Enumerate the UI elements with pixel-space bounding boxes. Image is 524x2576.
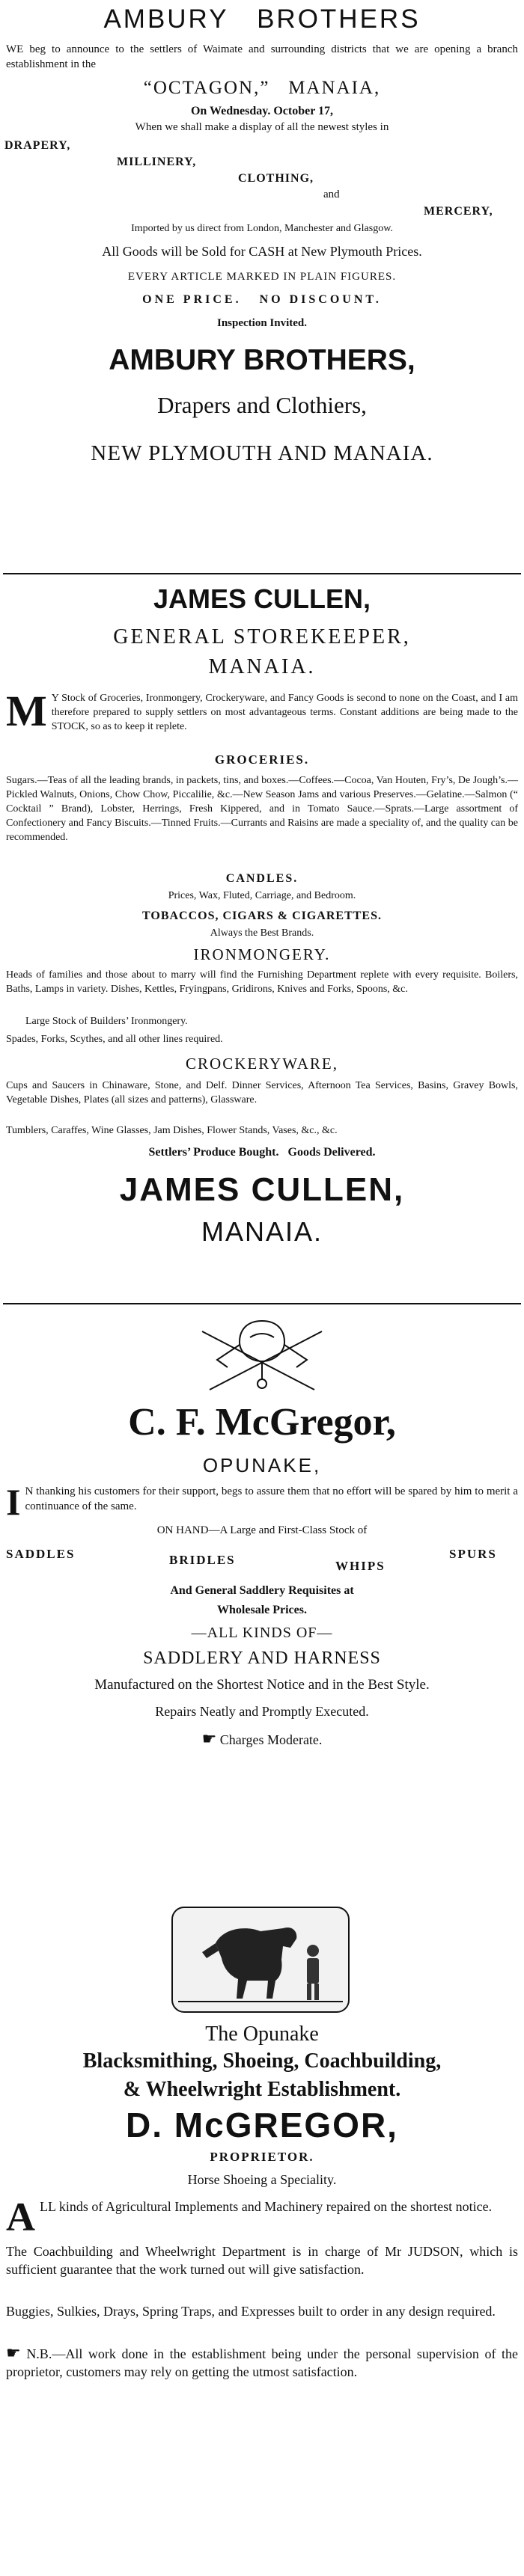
cullen-ironmongery-head: IRONMONGERY. xyxy=(193,945,331,963)
d-heading-2: Blacksmithing, Shoeing, Coachbuilding, xyxy=(82,2049,442,2073)
cullen-ironmongery: Heads of families and those about to marry will find the Furnishing Department replete with every requisite. Boilers, Baths, Lamps in variety. Dishes, Kettles, Fryingpans, Gridirons, Knives and Forks, Spoons, &c. xyxy=(6,969,518,995)
cf-item-whips: WHIPS xyxy=(335,1559,386,1573)
cullen-crockery: Cups and Saucers in Chinaware, Stone, and Delf. Dinner Services, Afternoon Tea Services, Basins, Gravey Bowls, Vegetable Dishes, Plates (all sizes and patterns), Glassware. xyxy=(6,1080,518,1105)
cf-item-spurs: SPURS xyxy=(449,1547,497,1561)
cullen-place: MANAIA. xyxy=(208,655,316,678)
ambury-intro: WE beg to announce to the settlers of Waimate and surrounding districts that we are opening a branch establishment in the xyxy=(6,43,518,70)
ambury-style-drapery: DRAPERY, xyxy=(4,139,71,152)
cullen-ironmongery-3: Spades, Forks, Scythes, and all other lines required. xyxy=(6,1034,223,1045)
d-nb-line xyxy=(6,2344,518,2381)
ambury-footer-name: AMBURY BROTHERS, xyxy=(109,344,415,376)
cf-manufactured: Manufactured on the Shortest Notice and in the Best Style. xyxy=(94,1677,430,1693)
d-mcgregor-ad xyxy=(0,1906,524,2576)
cullen-crockery-2: Tumblers, Caraffes, Wine Glasses, Jam Dishes, Flower Stands, Vases, &c., &c. xyxy=(6,1125,338,1136)
d-intro-block xyxy=(6,2195,518,2239)
d-intro-dropcap: A xyxy=(6,2195,35,2239)
cf-charges: Charges Moderate. xyxy=(219,1732,323,1747)
cf-mcgregor-intro: N thanking his customers for their support, begs to assure them that no effort will be spared by him to merit a continuance of the same. xyxy=(25,1485,518,1512)
cullen-intro: Y Stock of Groceries, Ironmongery, Crockeryware, and Fancy Goods is second to none on the Coast, and I am therefore prepared to supply settlers on most advantageous terms. Constant additions are being made to the STOCK, so as to keep it replete. xyxy=(51,693,518,732)
cullen-tobaccos: Always the Best Brands. xyxy=(210,927,314,939)
ambury-inspection: Inspection Invited. xyxy=(216,317,308,329)
ambury-style-mercery: MERCERY, xyxy=(424,205,493,218)
ambury-footer-sub: Drapers and Clothiers, xyxy=(157,392,367,418)
d-mcgregor-name: D. McGREGOR, xyxy=(126,2106,398,2144)
cullen-candles-head: CANDLES. xyxy=(225,872,299,885)
ambury-brothers-ad xyxy=(0,0,524,552)
cf-mcgregor-place: OPUNAKE, xyxy=(202,1454,322,1476)
divider-rule xyxy=(3,1303,521,1304)
cullen-groceries: Sugars.—Teas of all the leading brands, in packets, tins, and boxes.—Coffees.—Cocoa, Van Houten, Fry’s, De Jough’s.—Pickled Walnuts, Onions, Chow Chow, Piccalilie, &c.—New Season Jams and various Preserves.—Gelatine.—Salmon (“ Cocktail ” Brand), Lobster, Herrings, Fresh Kippered, and in Tomato Sauce.—Sprats.—Large assortment of Confectionery and Fancy Biscuits.—Tinned Fruits.—Currants and Raisins are made a speciality of, and the quality can be recommended. xyxy=(6,775,519,843)
ambury-plain-figures: EVERY ARTICLE MARKED IN PLAIN FIGURES. xyxy=(127,271,397,283)
pointing-hand-icon: ☛ xyxy=(201,1729,217,1748)
cf-mcgregor-ad xyxy=(0,1307,524,1951)
cullen-crockery-head: CROCKERYWARE, xyxy=(186,1055,338,1073)
cullen-groceries-head: GROCERIES. xyxy=(214,752,310,767)
d-intro: LL kinds of Agricultural Implements and Machinery repaired on the shortest notice. xyxy=(40,2199,493,2214)
saddlery-emblem-illustration xyxy=(195,1315,329,1397)
cullen-intro-dropcap: M xyxy=(6,687,47,735)
d-heading-3: & Wheelwright Establishment. xyxy=(123,2078,401,2101)
cf-wholesale: Wholesale Prices. xyxy=(217,1604,307,1616)
cullen-intro-block xyxy=(6,687,518,735)
cf-saddlery-harness: SADDLERY AND HARNESS xyxy=(143,1649,381,1668)
cullen-footer-name: JAMES CULLEN, xyxy=(119,1171,405,1208)
cf-all-kinds: —ALL KINDS OF— xyxy=(191,1625,333,1641)
cullen-footer-place: MANAIA. xyxy=(201,1216,323,1247)
ambury-style-clothing: CLOTHING, xyxy=(238,172,314,185)
cf-charges-line xyxy=(0,1729,524,1749)
cf-mcgregor-intro-block xyxy=(6,1481,518,1523)
d-coach: The Coachbuilding and Wheelwright Department is in charge of Mr JUDSON, which is sufficient guarantee that the work turned out will give satisfaction. xyxy=(6,2244,518,2277)
d-heading-1: The Opunake xyxy=(205,2023,319,2046)
ambury-display-line: When we shall make a display of all the newest styles in xyxy=(135,121,389,133)
d-speciality: Horse Shoeing a Speciality. xyxy=(187,2172,337,2187)
horseshoeing-illustration xyxy=(171,1906,350,2014)
ambury-octagon-manaia: “OCTAGON,” MANAIA, xyxy=(143,78,381,98)
cf-mcgregor-name: C. F. McGregor, xyxy=(128,1401,396,1444)
d-buggies: Buggies, Sulkies, Drays, Spring Traps, and Expresses built to order in any design required. xyxy=(6,2304,496,2319)
ambury-cash-prices: All Goods will be Sold for CASH at New Plymouth Prices. xyxy=(102,244,422,259)
cullen-title: JAMES CULLEN, xyxy=(153,583,371,614)
cf-mcgregor-on-hand: ON HAND—A Large and First-Class Stock of xyxy=(156,1524,368,1536)
cf-item-bridles: BRIDLES xyxy=(169,1553,236,1567)
cullen-produce: Settlers’ Produce Bought. Goods Delivered. xyxy=(148,1146,376,1159)
cullen-subtitle: GENERAL STOREKEEPER, xyxy=(113,625,411,648)
ambury-style-and: and xyxy=(323,188,340,200)
divider-rule xyxy=(3,573,521,574)
ambury-title: AMBURY BROTHERS xyxy=(103,4,421,34)
cf-mcgregor-intro-dropcap: I xyxy=(6,1481,21,1523)
ambury-style-millinery: MILLINERY, xyxy=(117,156,197,168)
ambury-footer-places: NEW PLYMOUTH AND MANAIA. xyxy=(91,441,433,465)
cullen-ironmongery-2: Large Stock of Builders’ Ironmongery. xyxy=(25,1016,188,1027)
cf-repairs: Repairs Neatly and Promptly Executed. xyxy=(155,1704,369,1719)
cf-item-saddles: SADDLES xyxy=(6,1547,76,1561)
pointing-hand-icon: ☛ xyxy=(6,2343,21,2362)
cullen-candles: Prices, Wax, Fluted, Carriage, and Bedroom. xyxy=(168,890,356,901)
james-cullen-ad xyxy=(0,579,524,1346)
emblem-saddle-icon xyxy=(202,1321,322,1390)
ambury-opening-date: On Wednesday. October 17, xyxy=(190,105,334,117)
d-nb: N.B.—All work done in the establishment being under the personal supervision of the proprietor, customers may rely on getting the utmost satisfaction. xyxy=(6,2346,519,2379)
ambury-one-price: ONE PRICE. NO DISCOUNT. xyxy=(142,293,382,306)
cf-requisites: And General Saddlery Requisites at xyxy=(170,1584,354,1597)
ambury-imported: Imported by us direct from London, Manchester and Glasgow. xyxy=(131,223,393,234)
d-proprietor: PROPRIETOR. xyxy=(210,2150,314,2164)
cullen-tobaccos-head: TOBACCOS, CIGARS & CIGARETTES. xyxy=(142,910,382,922)
